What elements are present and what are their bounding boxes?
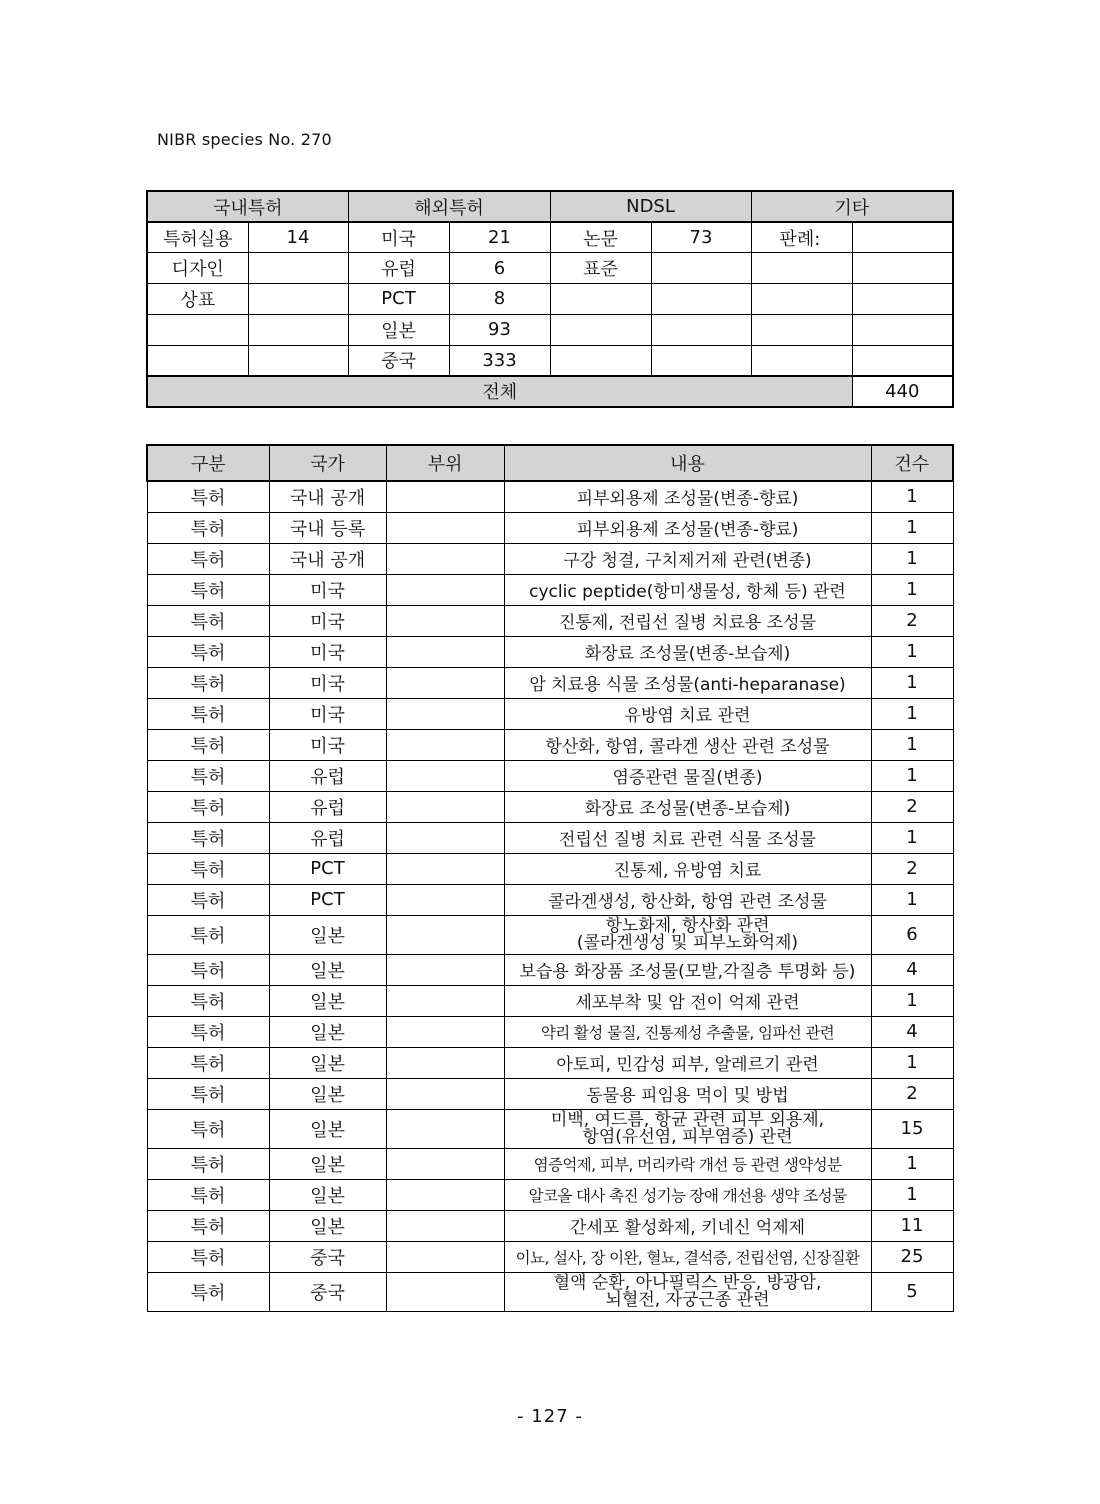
content-cell <box>504 698 871 729</box>
count-cell: 1 <box>871 667 953 698</box>
part-cell <box>386 667 504 698</box>
country-cell: 유럽 <box>269 760 386 791</box>
table-row <box>147 636 953 667</box>
table-row <box>147 1047 953 1078</box>
summary-cell <box>751 314 852 345</box>
summary-header-row <box>147 191 953 222</box>
table-row <box>147 1016 953 1047</box>
count-cell: 2 <box>871 605 953 636</box>
summary-cell <box>248 345 348 376</box>
country-cell: 미국 <box>269 729 386 760</box>
country-cell: PCT <box>269 853 386 884</box>
count-cell: 11 <box>871 1210 953 1241</box>
summary-cell: PCT <box>348 284 449 315</box>
type-cell: 특허 <box>147 1016 269 1047</box>
content-cell <box>504 574 871 605</box>
detail-header-cell: 내용 <box>504 445 871 481</box>
type-cell: 특허 <box>147 574 269 605</box>
summary-cell: 일본 <box>348 314 449 345</box>
table-row <box>147 1179 953 1210</box>
count-cell: 1 <box>871 1148 953 1179</box>
content-line: (콜라겐생성 및 피부노화억제) <box>576 932 799 953</box>
summary-cell: 6 <box>449 253 550 284</box>
count-cell: 1 <box>871 481 953 512</box>
summary-cell <box>751 284 852 315</box>
content-line: 이뇨, 설사, 장 이완, 혈뇨, 결석증, 전립선염, 신장질환 <box>515 1248 860 1267</box>
count-cell: 6 <box>871 915 953 954</box>
content-cell <box>504 884 871 915</box>
country-cell: 일본 <box>269 1047 386 1078</box>
detail-header-cell: 건수 <box>871 445 953 481</box>
type-cell: 특허 <box>147 512 269 543</box>
table-row <box>147 1078 953 1109</box>
country-cell: 국내 공개 <box>269 481 386 512</box>
part-cell <box>386 884 504 915</box>
summary-cell <box>248 253 348 284</box>
summary-row <box>147 253 953 284</box>
country-cell: PCT <box>269 884 386 915</box>
summary-cell: 중국 <box>348 345 449 376</box>
summary-cell: 상표 <box>147 284 248 315</box>
content-line: 미백, 여드름, 항균 관련 피부 외용제, <box>550 1109 825 1130</box>
summary-cell: 미국 <box>348 222 449 253</box>
part-cell <box>386 729 504 760</box>
table-row <box>147 915 953 954</box>
content-line: 항산화, 항염, 콜라겐 생산 관련 조성물 <box>545 737 830 757</box>
country-cell: 미국 <box>269 667 386 698</box>
summary-cell <box>852 345 953 376</box>
table-row <box>147 574 953 605</box>
table-row <box>147 822 953 853</box>
content-cell <box>504 1179 871 1210</box>
table-row <box>147 954 953 985</box>
country-cell: 일본 <box>269 1148 386 1179</box>
count-cell: 2 <box>871 791 953 822</box>
summary-cell <box>852 222 953 253</box>
summary-row <box>147 345 953 376</box>
summary-cell <box>248 284 348 315</box>
detail-table <box>146 444 954 1312</box>
content-cell <box>504 822 871 853</box>
content-line: 유방염 치료 관련 <box>624 706 751 726</box>
table-row <box>147 884 953 915</box>
summary-cell: 8 <box>449 284 550 315</box>
content-line: 혈액 순환, 아나필릭스 반응, 방광암, <box>553 1272 822 1293</box>
type-cell: 특허 <box>147 884 269 915</box>
count-cell: 4 <box>871 1016 953 1047</box>
country-cell: 미국 <box>269 605 386 636</box>
table-row <box>147 512 953 543</box>
content-cell <box>504 729 871 760</box>
summary-table <box>146 190 954 408</box>
country-cell: 일본 <box>269 954 386 985</box>
part-cell <box>386 1272 504 1311</box>
country-cell: 일본 <box>269 1016 386 1047</box>
table-row <box>147 760 953 791</box>
type-cell: 특허 <box>147 636 269 667</box>
summary-cell <box>852 253 953 284</box>
country-cell: 중국 <box>269 1241 386 1272</box>
part-cell <box>386 1210 504 1241</box>
summary-row <box>147 222 953 253</box>
part-cell <box>386 698 504 729</box>
content-line: 보습용 화장품 조성물(모발,각질층 투명화 등) <box>519 962 856 982</box>
content-cell <box>504 1210 871 1241</box>
content-cell <box>504 915 871 954</box>
content-line: 뇌혈전, 자궁근종 관련 <box>605 1289 770 1310</box>
count-cell: 1 <box>871 760 953 791</box>
content-cell <box>504 481 871 512</box>
table-row <box>147 985 953 1016</box>
part-cell <box>386 636 504 667</box>
part-cell <box>386 760 504 791</box>
summary-cell <box>651 314 751 345</box>
part-cell <box>386 1179 504 1210</box>
summary-cell <box>550 314 651 345</box>
part-cell <box>386 1109 504 1148</box>
type-cell: 특허 <box>147 853 269 884</box>
country-cell: 일본 <box>269 985 386 1016</box>
country-cell: 미국 <box>269 574 386 605</box>
summary-total-row <box>147 376 953 407</box>
content-line: 화장료 조성물(변종-보습제) <box>584 644 791 664</box>
content-line: 약리 활성 물질, 진통제성 추출물, 임파선 관련 <box>540 1023 835 1042</box>
type-cell: 특허 <box>147 667 269 698</box>
summary-cell: 333 <box>449 345 550 376</box>
content-cell <box>504 1047 871 1078</box>
type-cell: 특허 <box>147 543 269 574</box>
summary-header-cell: 기타 <box>751 191 953 222</box>
summary-cell: 14 <box>248 222 348 253</box>
content-line: 진통제, 전립선 질병 치료용 조성물 <box>559 613 816 633</box>
part-cell <box>386 1016 504 1047</box>
table-row <box>147 1148 953 1179</box>
type-cell: 특허 <box>147 954 269 985</box>
table-row <box>147 791 953 822</box>
content-cell <box>504 1016 871 1047</box>
summary-cell <box>751 345 852 376</box>
country-cell: 중국 <box>269 1272 386 1311</box>
summary-cell: 유럽 <box>348 253 449 284</box>
content-cell <box>504 760 871 791</box>
part-cell <box>386 1148 504 1179</box>
count-cell: 1 <box>871 1179 953 1210</box>
part-cell <box>386 574 504 605</box>
type-cell: 특허 <box>147 605 269 636</box>
country-cell: 일본 <box>269 1078 386 1109</box>
summary-total-label: 전체 <box>147 376 852 407</box>
part-cell <box>386 1047 504 1078</box>
content-line: 항노화제, 항산화 관련 <box>605 915 770 936</box>
part-cell <box>386 853 504 884</box>
table-row <box>147 1109 953 1148</box>
part-cell <box>386 791 504 822</box>
content-line: 항염(유선염, 피부염증) 관련 <box>582 1126 793 1147</box>
content-line: 화장료 조성물(변종-보습제) <box>584 799 791 819</box>
content-line: 콜라겐생성, 항산화, 항염 관련 조성물 <box>548 892 827 912</box>
content-line: 피부외용제 조성물(변종-향료) <box>576 489 799 510</box>
summary-cell <box>550 284 651 315</box>
detail-header-cell: 구분 <box>147 445 269 481</box>
content-cell <box>504 791 871 822</box>
content-line: 알코올 대사 촉진 성기능 장애 개선용 생약 조성물 <box>528 1186 847 1205</box>
country-cell: 일본 <box>269 1179 386 1210</box>
part-cell <box>386 543 504 574</box>
detail-header-cell: 부위 <box>386 445 504 481</box>
type-cell: 특허 <box>147 1148 269 1179</box>
table-row <box>147 729 953 760</box>
content-line: 염증억제, 피부, 머리카락 개선 등 관련 생약성분 <box>533 1155 842 1174</box>
part-cell <box>386 954 504 985</box>
count-cell: 1 <box>871 1047 953 1078</box>
count-cell: 1 <box>871 543 953 574</box>
detail-header-cell: 국가 <box>269 445 386 481</box>
count-cell: 1 <box>871 822 953 853</box>
summary-cell: 93 <box>449 314 550 345</box>
content-line: 전립선 질병 치료 관련 식물 조성물 <box>559 830 816 850</box>
summary-cell <box>852 314 953 345</box>
count-cell: 5 <box>871 1272 953 1311</box>
count-cell: 1 <box>871 698 953 729</box>
summary-row <box>147 314 953 345</box>
content-line: 암 치료용 식물 조성물(anti-heparanase) <box>529 675 846 695</box>
part-cell <box>386 822 504 853</box>
count-cell: 2 <box>871 1078 953 1109</box>
content-cell <box>504 1272 871 1311</box>
type-cell: 특허 <box>147 822 269 853</box>
table-row <box>147 698 953 729</box>
summary-cell: 디자인 <box>147 253 248 284</box>
content-cell <box>504 1241 871 1272</box>
type-cell: 특허 <box>147 698 269 729</box>
content-line: cyclic peptide(항미생물성, 항체 등) 관련 <box>529 582 846 602</box>
part-cell <box>386 481 504 512</box>
content-cell <box>504 1078 871 1109</box>
content-cell <box>504 605 871 636</box>
summary-row <box>147 284 953 315</box>
summary-cell <box>651 284 751 315</box>
type-cell: 특허 <box>147 1109 269 1148</box>
part-cell <box>386 512 504 543</box>
summary-cell: 논문 <box>550 222 651 253</box>
type-cell: 특허 <box>147 729 269 760</box>
country-cell: 국내 공개 <box>269 543 386 574</box>
table-row <box>147 667 953 698</box>
page-number: - 127 - <box>517 1406 583 1427</box>
country-cell: 미국 <box>269 698 386 729</box>
summary-header-cell: 국내특허 <box>147 191 348 222</box>
count-cell: 4 <box>871 954 953 985</box>
country-cell: 미국 <box>269 636 386 667</box>
summary-cell: 표준 <box>550 253 651 284</box>
type-cell: 특허 <box>147 1047 269 1078</box>
part-cell <box>386 985 504 1016</box>
count-cell: 1 <box>871 884 953 915</box>
content-line: 세포부착 및 암 전이 억제 관련 <box>575 993 800 1013</box>
content-line: 아토피, 민감성 피부, 알레르기 관련 <box>556 1055 819 1075</box>
detail-header-row <box>147 445 953 481</box>
part-cell <box>386 915 504 954</box>
species-label: NIBR species No. 270 <box>157 130 332 149</box>
count-cell: 1 <box>871 574 953 605</box>
content-cell <box>504 954 871 985</box>
content-line: 동물용 피임용 먹이 및 방법 <box>586 1086 789 1106</box>
content-cell <box>504 543 871 574</box>
summary-header-cell: NDSL <box>550 191 751 222</box>
type-cell: 특허 <box>147 1078 269 1109</box>
summary-cell <box>147 314 248 345</box>
content-cell <box>504 1148 871 1179</box>
summary-cell: 특허실용 <box>147 222 248 253</box>
type-cell: 특허 <box>147 1210 269 1241</box>
table-row <box>147 605 953 636</box>
content-cell <box>504 853 871 884</box>
type-cell: 특허 <box>147 1241 269 1272</box>
count-cell: 1 <box>871 512 953 543</box>
summary-cell <box>651 345 751 376</box>
content-cell <box>504 636 871 667</box>
type-cell: 특허 <box>147 1179 269 1210</box>
type-cell: 특허 <box>147 915 269 954</box>
count-cell: 1 <box>871 985 953 1016</box>
content-line: 구강 청결, 구치제거제 관련(변종) <box>563 551 812 571</box>
count-cell: 1 <box>871 729 953 760</box>
summary-cell <box>248 314 348 345</box>
table-row <box>147 543 953 574</box>
count-cell: 15 <box>871 1109 953 1148</box>
content-cell <box>504 1109 871 1148</box>
content-line: 진통제, 유방염 치료 <box>613 861 762 881</box>
summary-total-value: 440 <box>852 376 953 407</box>
summary-cell <box>550 345 651 376</box>
table-row <box>147 1210 953 1241</box>
part-cell <box>386 1078 504 1109</box>
count-cell: 1 <box>871 636 953 667</box>
summary-cell <box>147 345 248 376</box>
table-row <box>147 853 953 884</box>
content-cell <box>504 512 871 543</box>
table-row <box>147 481 953 512</box>
type-cell: 특허 <box>147 481 269 512</box>
content-line: 간세포 활성화제, 키네신 억제제 <box>569 1218 806 1238</box>
summary-cell: 21 <box>449 222 550 253</box>
summary-cell: 73 <box>651 222 751 253</box>
table-row <box>147 1241 953 1272</box>
table-row <box>147 1272 953 1311</box>
part-cell <box>386 605 504 636</box>
content-cell <box>504 667 871 698</box>
summary-cell: 판례: <box>751 222 852 253</box>
content-line: 염증관련 물질(변종) <box>612 768 763 788</box>
country-cell: 일본 <box>269 1210 386 1241</box>
type-cell: 특허 <box>147 1272 269 1311</box>
summary-cell <box>852 284 953 315</box>
content-cell <box>504 985 871 1016</box>
country-cell: 일본 <box>269 1109 386 1148</box>
country-cell: 국내 등록 <box>269 512 386 543</box>
summary-header-cell: 해외특허 <box>348 191 550 222</box>
count-cell: 2 <box>871 853 953 884</box>
country-cell: 유럽 <box>269 822 386 853</box>
part-cell <box>386 1241 504 1272</box>
country-cell: 일본 <box>269 915 386 954</box>
summary-cell <box>751 253 852 284</box>
country-cell: 유럽 <box>269 791 386 822</box>
type-cell: 특허 <box>147 985 269 1016</box>
type-cell: 특허 <box>147 760 269 791</box>
summary-cell <box>651 253 751 284</box>
count-cell: 25 <box>871 1241 953 1272</box>
type-cell: 특허 <box>147 791 269 822</box>
content-line: 피부외용제 조성물(변종-향료) <box>576 520 799 540</box>
